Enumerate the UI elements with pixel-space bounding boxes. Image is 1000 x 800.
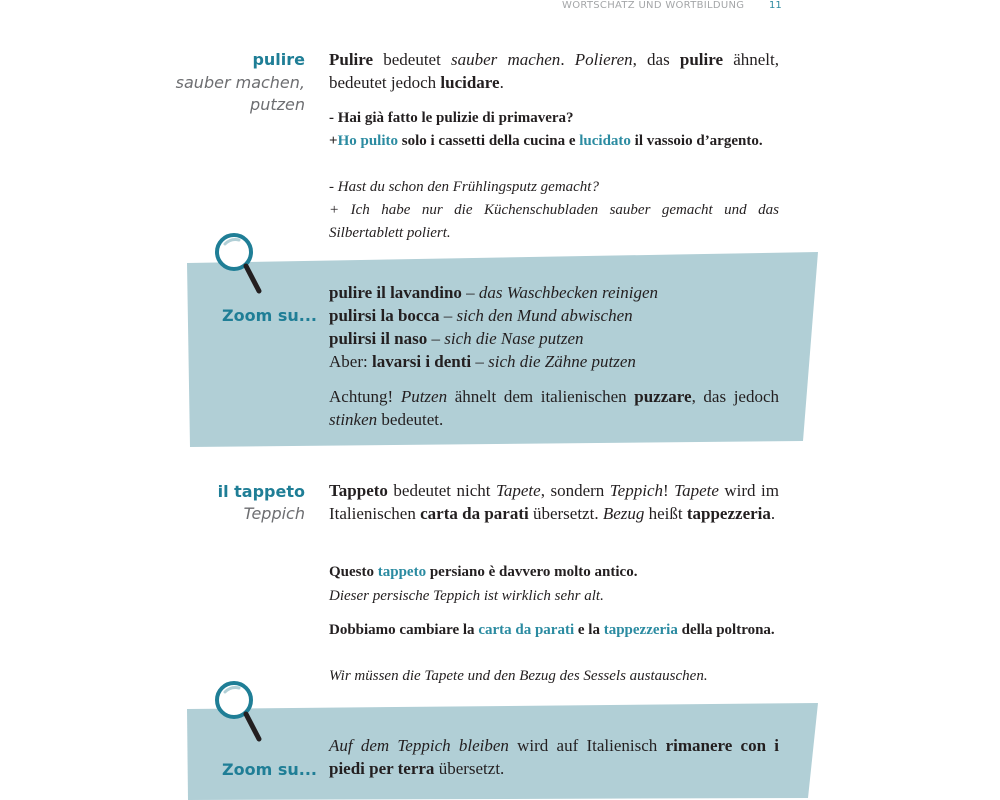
def-text: übersetzt. <box>528 504 603 523</box>
def-text: Tappeto <box>329 481 388 500</box>
ex-text: + <box>329 133 338 149</box>
phrase-it: pulirsi il naso <box>329 329 428 348</box>
def-text: tappezzeria <box>686 504 771 523</box>
phrase-it: pulirsi la bocca <box>329 306 440 325</box>
def-text: . <box>499 73 504 92</box>
phrase-dash: – <box>427 329 445 348</box>
note-text: , das jedoch <box>691 387 780 406</box>
phrase-de: sich die Nase putzen <box>444 329 584 348</box>
example-1-it <box>329 561 779 584</box>
example-question-it: - Hai già fatto le pulizie di primavera? <box>329 110 574 126</box>
ex-highlight: lucidato <box>579 133 631 149</box>
def-text: bedeutet <box>373 50 451 69</box>
term-tappeto: il tappeto <box>217 482 305 501</box>
def-text: ähnelt, bedeutet jedoch <box>329 50 779 92</box>
zoom-1-phrase-1 <box>329 281 779 304</box>
example-2-it <box>329 619 779 642</box>
def-text: Bezug <box>602 504 645 523</box>
note-text: ähnelt dem italienischen <box>447 387 635 406</box>
ex-highlight: tappezzeria <box>603 622 678 638</box>
zoom-text: Auf dem Teppich bleiben <box>329 736 509 755</box>
def-text: , sondern <box>540 481 610 500</box>
zoom-1-note <box>329 385 779 431</box>
def-text: ! <box>663 481 675 500</box>
def-text: Polieren <box>574 50 633 69</box>
def-text: Tapete <box>674 481 719 500</box>
def-text: carta da parati <box>420 504 529 523</box>
zoom-1-phrase-2 <box>329 304 779 327</box>
ex-text: persiano è davvero molto antico. <box>426 564 638 580</box>
example-2-de: Wir müssen die Tapete und den Bezug des Sessels austauschen. <box>329 668 708 684</box>
example-question-de: - Hast du schon den Frühlingsputz gemacht? <box>329 179 599 195</box>
zoom-1-phrase-3 <box>329 327 779 350</box>
phrase-dash: – <box>461 283 479 302</box>
ex-highlight: tappeto <box>377 564 427 580</box>
phrase-dash: – <box>439 306 457 325</box>
def-text: Tapete <box>495 481 541 500</box>
note-text: bedeutet. <box>377 410 444 429</box>
magnifier-icon <box>211 229 269 297</box>
def-text: bedeutet nicht <box>387 481 496 500</box>
zoom-label-1: Zoom su... <box>222 306 317 325</box>
page-number: 11 <box>769 0 782 11</box>
example-answer-it <box>329 130 779 153</box>
ex-text: solo i cassetti della cucina e <box>398 133 580 149</box>
term-translation-1b: putzen <box>250 95 305 114</box>
zoom-text: übersetzt. <box>434 759 505 778</box>
def-text: heißt <box>644 504 687 523</box>
ex-highlight: Ho pulito <box>337 133 398 149</box>
def-text: Pulire <box>329 50 374 69</box>
def-text: sauber machen <box>451 50 561 69</box>
def-text: . <box>560 50 575 69</box>
term-translation-1a: sauber machen, <box>175 73 305 92</box>
note-text: Achtung! <box>329 387 401 406</box>
ex-text: Dobbiamo cambiare la <box>329 622 479 638</box>
ex-text: Questo <box>329 564 378 580</box>
magnifier-icon <box>211 677 269 745</box>
phrase-it: lavarsi i denti <box>371 352 472 371</box>
definition-pulire <box>329 48 779 94</box>
example-1-de: Dieser persische Teppich ist wirklich sehr alt. <box>329 588 604 604</box>
phrase-prefix: Aber: <box>329 352 372 371</box>
zoom-2-text <box>329 734 779 780</box>
term-pulire: pulire <box>252 50 305 69</box>
ex-text: e la <box>574 622 604 638</box>
phrase-de: sich den Mund abwischen <box>456 306 633 325</box>
def-text: . <box>770 504 776 523</box>
zoom-label-2: Zoom su... <box>222 760 317 779</box>
zoom-text: wird auf Italienisch <box>508 736 666 755</box>
note-text: stinken <box>329 410 378 429</box>
zoom-text: rimanere con i piedi per terra <box>329 736 779 778</box>
example-answer-de: + Ich habe nur die Küchenschubladen sauber gemacht und das Silbertablett poliert. <box>329 202 779 241</box>
def-text: , das <box>632 50 680 69</box>
phrase-dash: – <box>471 352 489 371</box>
zoom-1-phrase-4 <box>329 350 779 373</box>
term-translation-2: Teppich <box>243 504 305 523</box>
def-text: lucidare <box>440 73 500 92</box>
def-text: wird im Italienischen <box>329 481 779 523</box>
ex-text: della poltrona. <box>677 622 775 638</box>
def-text: Teppich <box>609 481 663 500</box>
def-text: pulire <box>679 50 724 69</box>
phrase-it: pulire il lavandino <box>329 283 462 302</box>
note-text: puzzare <box>634 387 692 406</box>
ex-highlight: carta da parati <box>478 622 575 638</box>
phrase-de: das Waschbecken reinigen <box>478 283 658 302</box>
note-text: Putzen <box>400 387 448 406</box>
definition-tappeto <box>329 479 779 525</box>
ex-text: il vassoio d’argento. <box>630 133 763 149</box>
phrase-de: sich die Zähne putzen <box>488 352 636 371</box>
running-header: WORTSCHATZ UND WORTBILDUNG <box>562 0 745 11</box>
